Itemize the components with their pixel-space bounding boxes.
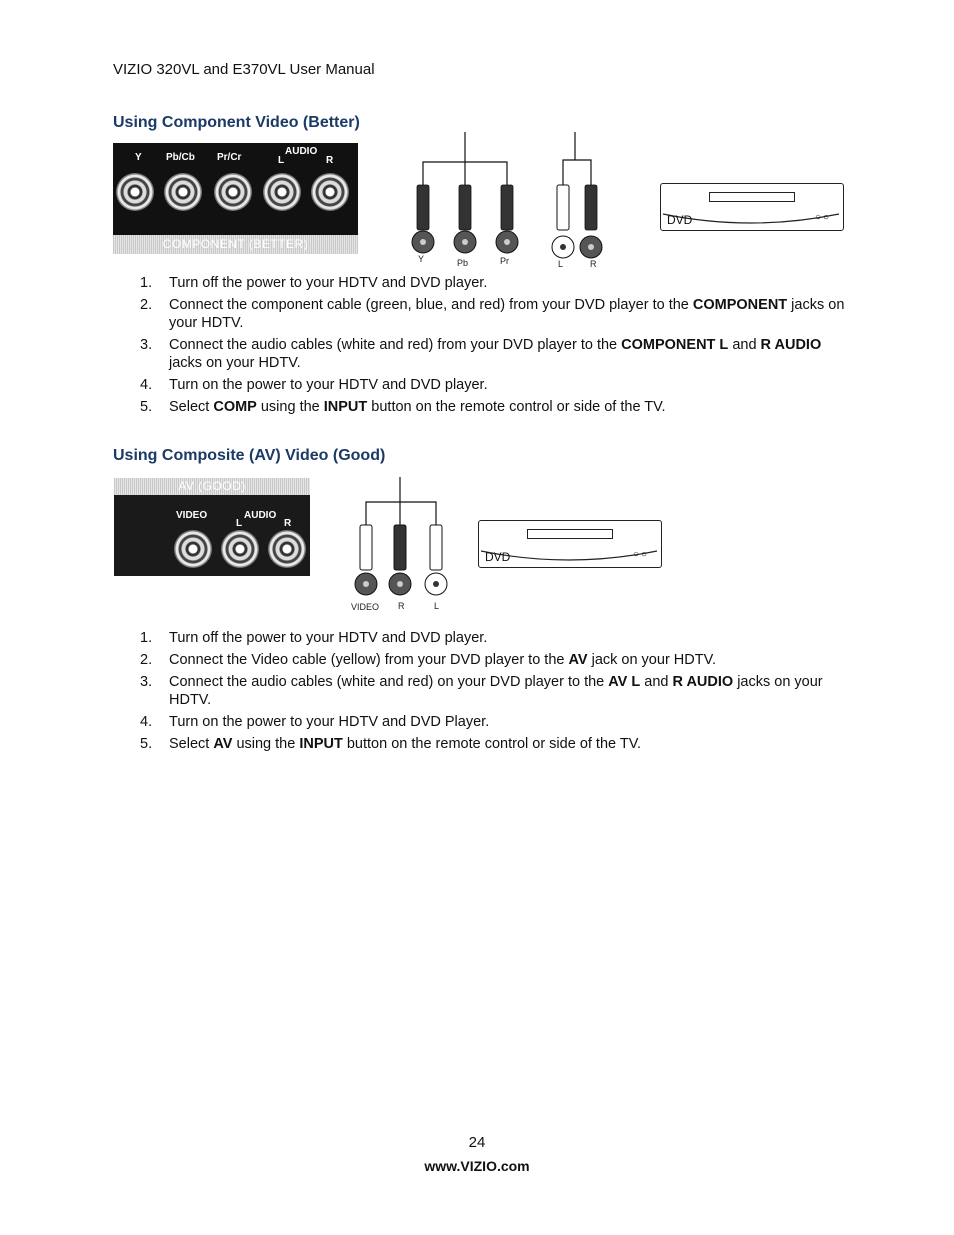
step-number: 1. — [140, 275, 153, 291]
step-number: 4. — [140, 377, 153, 393]
step-bold-term: R AUDIO — [760, 337, 822, 353]
step-text: jacks on your HDTV. — [169, 297, 845, 331]
step-item — [140, 274, 845, 292]
plug-label-av-l: L — [434, 601, 440, 611]
step-bold-term: AV — [568, 652, 588, 668]
plug-label-av-r: R — [398, 601, 405, 611]
step-item — [140, 735, 845, 753]
step-number: 4. — [140, 714, 153, 730]
step-item — [140, 713, 845, 731]
av-audio-r-jack-icon — [268, 530, 306, 568]
panel-label-av-audio: AUDIO — [244, 510, 277, 521]
panel-label-av-l: L — [236, 518, 243, 529]
video-jack-icon — [174, 530, 212, 568]
step-item — [140, 651, 845, 669]
step-text: Connect the audio cables (white and red) on your DVD player to the — [169, 674, 609, 690]
step-item — [140, 673, 845, 709]
panel-label-l: L — [278, 155, 285, 166]
panel-label-video: VIDEO — [176, 510, 208, 521]
step-text: jacks on your HDTV. — [169, 355, 301, 371]
step-bold-term: INPUT — [299, 736, 343, 752]
dvd-player-illustration — [478, 520, 662, 568]
step-number: 2. — [140, 297, 153, 313]
step-text: and — [728, 337, 761, 353]
component-section-title: Using Component Video (Better) — [113, 114, 360, 131]
step-number: 5. — [140, 736, 153, 752]
plug-label-y: Y — [418, 254, 425, 264]
dvd-label: DVD — [667, 213, 693, 227]
composite-panel-caption: AV (GOOD) — [114, 478, 310, 495]
panel-label-pb: Pb/Cb — [166, 152, 195, 163]
step-text: Select — [169, 736, 214, 752]
step-text: and — [640, 674, 673, 690]
panel-label-pr: Pr/Cr — [217, 152, 242, 163]
step-text: Turn off the power to your HDTV and DVD player. — [169, 630, 488, 646]
step-bold-term: COMPONENT L — [621, 337, 729, 353]
page-number: 24 — [468, 1134, 486, 1151]
step-item — [140, 336, 845, 372]
step-text: Connect the Video cable (yellow) from your DVD player to the — [169, 652, 569, 668]
step-bold-term: COMP — [213, 399, 257, 415]
panel-label-av-r: R — [284, 518, 292, 529]
step-text: button on the remote control or side of the TV. — [342, 736, 642, 752]
step-number: 5. — [140, 399, 153, 415]
step-bold-term: INPUT — [323, 399, 368, 415]
panel-label-r: R — [326, 155, 334, 166]
step-bold-term: AV — [213, 736, 233, 752]
audio-l-jack-icon — [263, 173, 301, 211]
component-input-panel — [113, 143, 358, 254]
av-audio-l-jack-icon — [221, 530, 259, 568]
component-steps-list — [140, 274, 845, 420]
step-item — [140, 398, 845, 416]
composite-cable-diagram — [340, 475, 460, 605]
step-number: 3. — [140, 337, 153, 353]
step-number: 2. — [140, 652, 153, 668]
step-item — [140, 629, 845, 647]
y-jack-icon — [116, 173, 154, 211]
panel-label-audio: AUDIO — [285, 146, 318, 157]
step-text: Select — [169, 399, 214, 415]
pr-jack-icon — [214, 173, 252, 211]
plug-label-r: R — [590, 259, 597, 269]
step-number: 3. — [140, 674, 153, 690]
step-text: using the — [232, 736, 300, 752]
step-text: Turn off the power to your HDTV and DVD player. — [169, 275, 488, 291]
dvd-label: DVD — [485, 550, 511, 564]
step-text: Turn on the power to your HDTV and DVD player. — [169, 377, 488, 393]
pb-jack-icon — [164, 173, 202, 211]
footer-url-link[interactable]: www.VIZIO.com — [424, 1158, 530, 1174]
step-text: Turn on the power to your HDTV and DVD Player. — [169, 714, 490, 730]
dvd-buttons-icon: ○○ — [815, 212, 832, 223]
audio-r-jack-icon — [311, 173, 349, 211]
composite-steps-list — [140, 629, 845, 757]
step-text: Connect the component cable (green, blue, and red) from your DVD player to the — [169, 297, 693, 313]
component-cable-diagram — [395, 130, 625, 270]
step-bold-term: R AUDIO — [672, 674, 734, 690]
step-number: 1. — [140, 630, 153, 646]
composite-input-panel — [114, 478, 310, 576]
plug-label-l: L — [558, 259, 564, 269]
document-header: VIZIO 320VL and E370VL User Manual — [113, 61, 375, 78]
step-text: jacks on your HDTV. — [169, 674, 823, 708]
step-text: button on the remote control or side of the TV. — [367, 399, 666, 415]
plug-label-video: VIDEO — [351, 602, 380, 612]
step-text: jack on your HDTV. — [587, 652, 716, 668]
dvd-player-illustration — [660, 183, 844, 231]
step-text: using the — [256, 399, 324, 415]
component-panel-caption: COMPONENT (BETTER) — [113, 235, 358, 254]
plug-label-pr: Pr — [500, 256, 509, 266]
composite-section-title: Using Composite (AV) Video (Good) — [113, 447, 386, 464]
step-bold-term: AV L — [608, 674, 641, 690]
plug-label-pb: Pb — [457, 258, 469, 268]
step-bold-term: COMPONENT — [692, 297, 788, 313]
step-text: Connect the audio cables (white and red) from your DVD player to the — [169, 337, 622, 353]
panel-label-y: Y — [135, 152, 142, 163]
dvd-buttons-icon: ○○ — [633, 549, 650, 560]
step-item — [140, 296, 845, 332]
step-item — [140, 376, 845, 394]
